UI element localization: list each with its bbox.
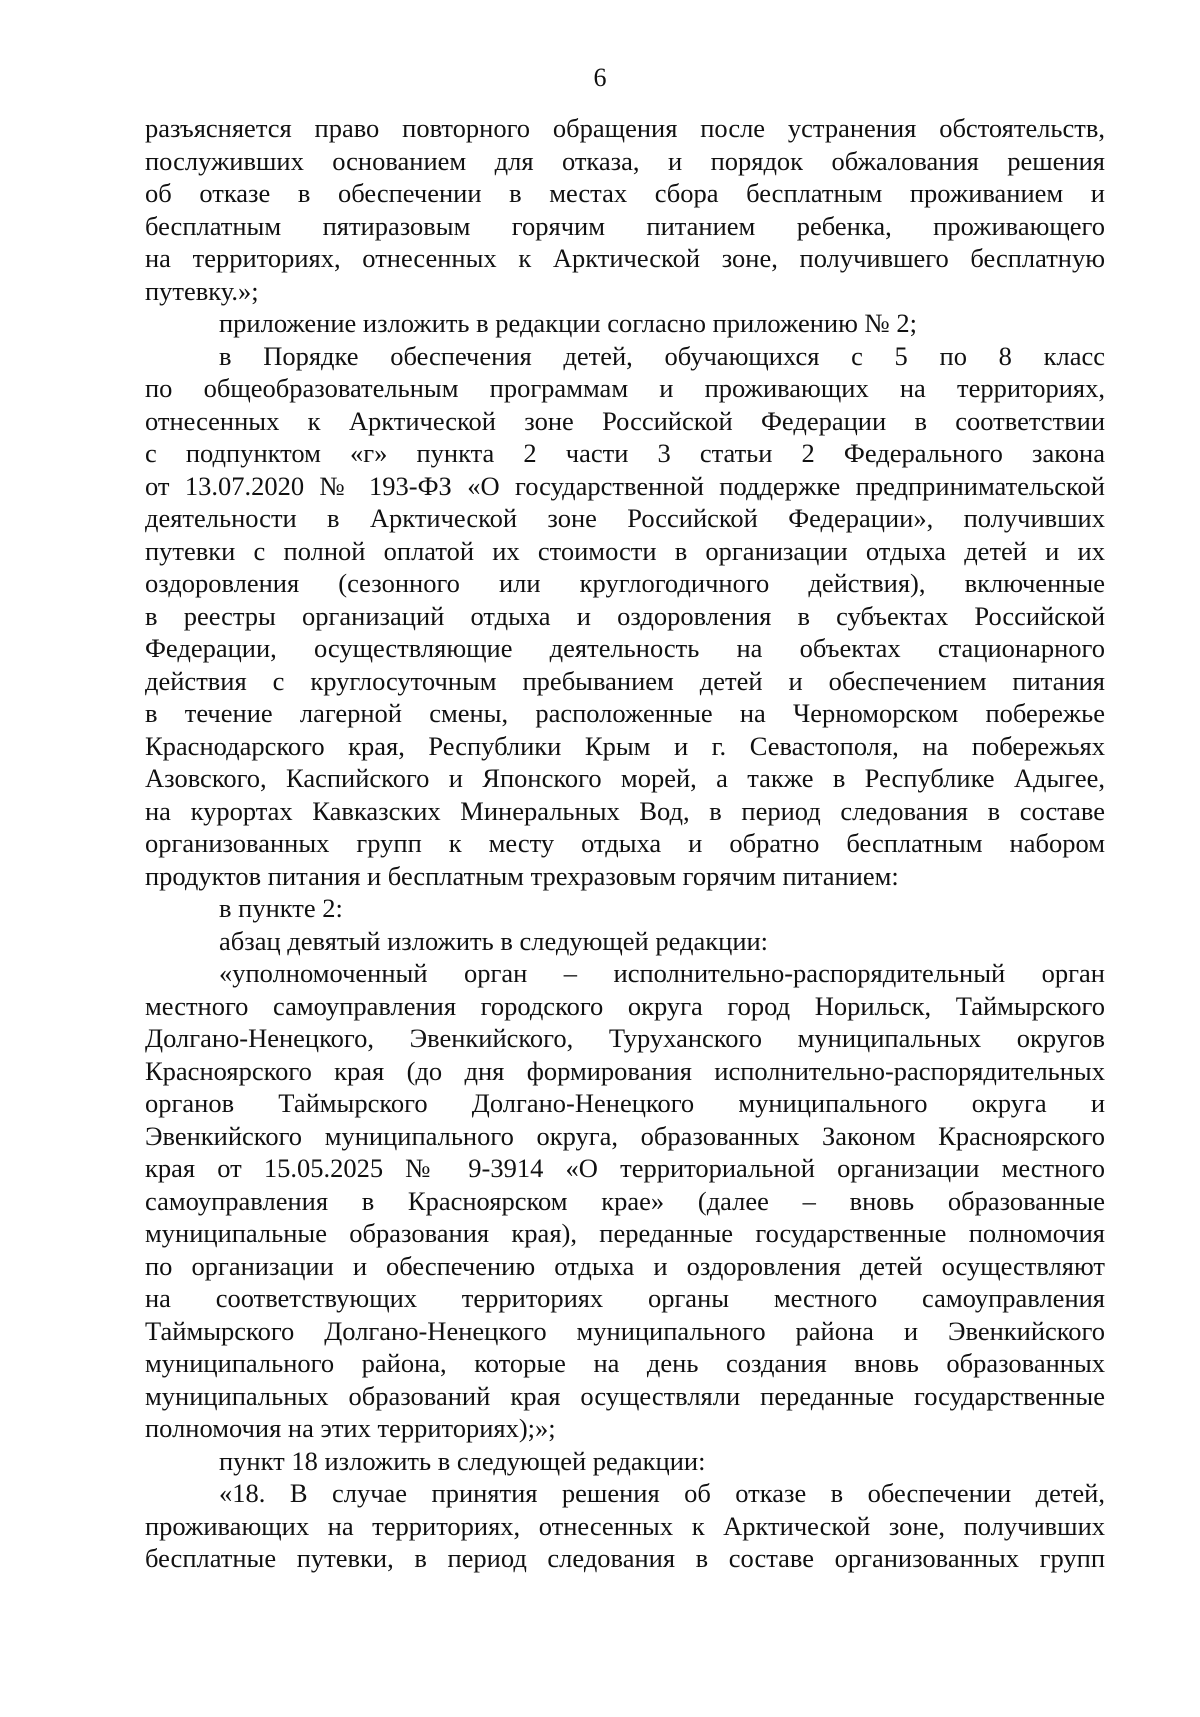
text-line: в реестры организаций отдыха и оздоровления в субъектах Российской	[145, 600, 1105, 631]
text-line: в пункте 2:	[219, 893, 343, 923]
text-line: на соответствующих территориях органы местного самоуправления	[145, 1283, 1105, 1313]
text-line: об отказе в обеспечении в местах сбора бесплатным проживанием и	[145, 178, 1105, 208]
text-line: «уполномоченный орган – исполнительно-распорядительный орган	[219, 958, 1105, 988]
text-line: бесплатные путевки, в период следования в составе организованных групп	[145, 1543, 1105, 1573]
text-line: организованных групп к месту отдыха и обратно бесплатным набором	[145, 828, 1105, 858]
text-line: Красноярского края (до дня формирования исполнительно-распорядительных	[145, 1055, 1105, 1086]
text-line: путевку.»;	[145, 275, 259, 306]
text-line: с подпунктом «г» пункта 2 части 3 статьи 2 Федерального закона	[145, 438, 1105, 468]
text-line: действия с круглосуточным пребыванием детей и обеспечением питания	[145, 665, 1105, 696]
document-body	[145, 112, 1105, 1575]
text-line: послуживших основанием для отказа, и порядок обжалования решения	[145, 145, 1105, 176]
page-number: 6	[593, 63, 607, 92]
text-line: путевки с полной оплатой их стоимости в организации отдыха детей и их	[145, 535, 1105, 566]
text-line: Азовского, Каспийского и Японского морей, а также в Республике Адыгее,	[145, 763, 1105, 793]
text-line: разъясняется право повторного обращения после устранения обстоятельств,	[145, 113, 1105, 143]
text-line: деятельности в Арктической зоне Российской Федерации», получивших	[145, 503, 1105, 533]
text-line: в течение лагерной смены, расположенные на Черноморском побережье	[145, 698, 1105, 728]
text-line: в Порядке обеспечения детей, обучающихся с 5 по 8 класс	[219, 340, 1105, 371]
text-line: Краснодарского края, Республики Крым и г. Севастополя, на побережьях	[145, 730, 1105, 761]
text-line: края от 15.05.2025 № 9-3914 «О территориальной организации местного	[145, 1153, 1105, 1183]
text-line: муниципальных образований края осуществляли переданные государственные	[145, 1380, 1105, 1411]
text-line: отнесенных к Арктической зоне Российской Федерации в соответствии	[145, 405, 1105, 436]
text-line: муниципальные образования края), переданные государственные полномочия	[145, 1218, 1105, 1248]
text-line: муниципального района, которые на день создания вновь образованных	[145, 1348, 1105, 1378]
text-line: на территориях, отнесенных к Арктической зоне, получившего бесплатную	[145, 243, 1105, 273]
text-line: самоуправления в Красноярском крае» (далее – вновь образованные	[145, 1185, 1105, 1216]
text-line: абзац девятый изложить в следующей редакции:	[219, 925, 769, 956]
text-line: Эвенкийского муниципального округа, образованных Законом Красноярского	[145, 1120, 1105, 1151]
text-line: бесплатным пятиразовым горячим питанием ребенка, проживающего	[145, 210, 1105, 241]
text-line: на курортах Кавказских Минеральных Вод, в период следования в составе	[145, 795, 1105, 826]
text-line: полномочия на этих территориях);»;	[145, 1413, 556, 1443]
text-line: по организации и обеспечению отдыха и оздоровления детей осуществляют	[145, 1250, 1105, 1281]
text-line: приложение изложить в редакции согласно приложению № 2;	[219, 308, 918, 338]
text-line: местного самоуправления городского округа город Норильск, Таймырского	[145, 990, 1105, 1021]
text-line: от 13.07.2020 № 193-ФЗ «О государственной поддержке предпринимательской	[145, 470, 1105, 501]
text-line: «18. В случае принятия решения об отказе в обеспечении детей,	[219, 1478, 1105, 1508]
text-line: оздоровления (сезонного или круглогодичного действия), включенные	[145, 568, 1105, 598]
text-line: продуктов питания и бесплатным трехразовым горячим питанием:	[145, 860, 899, 891]
text-line: органов Таймырского Долгано-Ненецкого муниципального округа и	[145, 1088, 1105, 1118]
text-line: по общеобразовательным программам и проживающих на территориях,	[145, 373, 1105, 403]
text-line: Таймырского Долгано-Ненецкого муниципального района и Эвенкийского	[145, 1315, 1105, 1346]
text-line: Долгано-Ненецкого, Эвенкийского, Туруханского муниципальных округов	[145, 1023, 1105, 1053]
text-line: проживающих на территориях, отнесенных к Арктической зоне, получивших	[145, 1510, 1105, 1541]
text-line: Федерации, осуществляющие деятельность на объектах стационарного	[145, 633, 1105, 663]
text-line: пункт 18 изложить в следующей редакции:	[219, 1445, 706, 1476]
